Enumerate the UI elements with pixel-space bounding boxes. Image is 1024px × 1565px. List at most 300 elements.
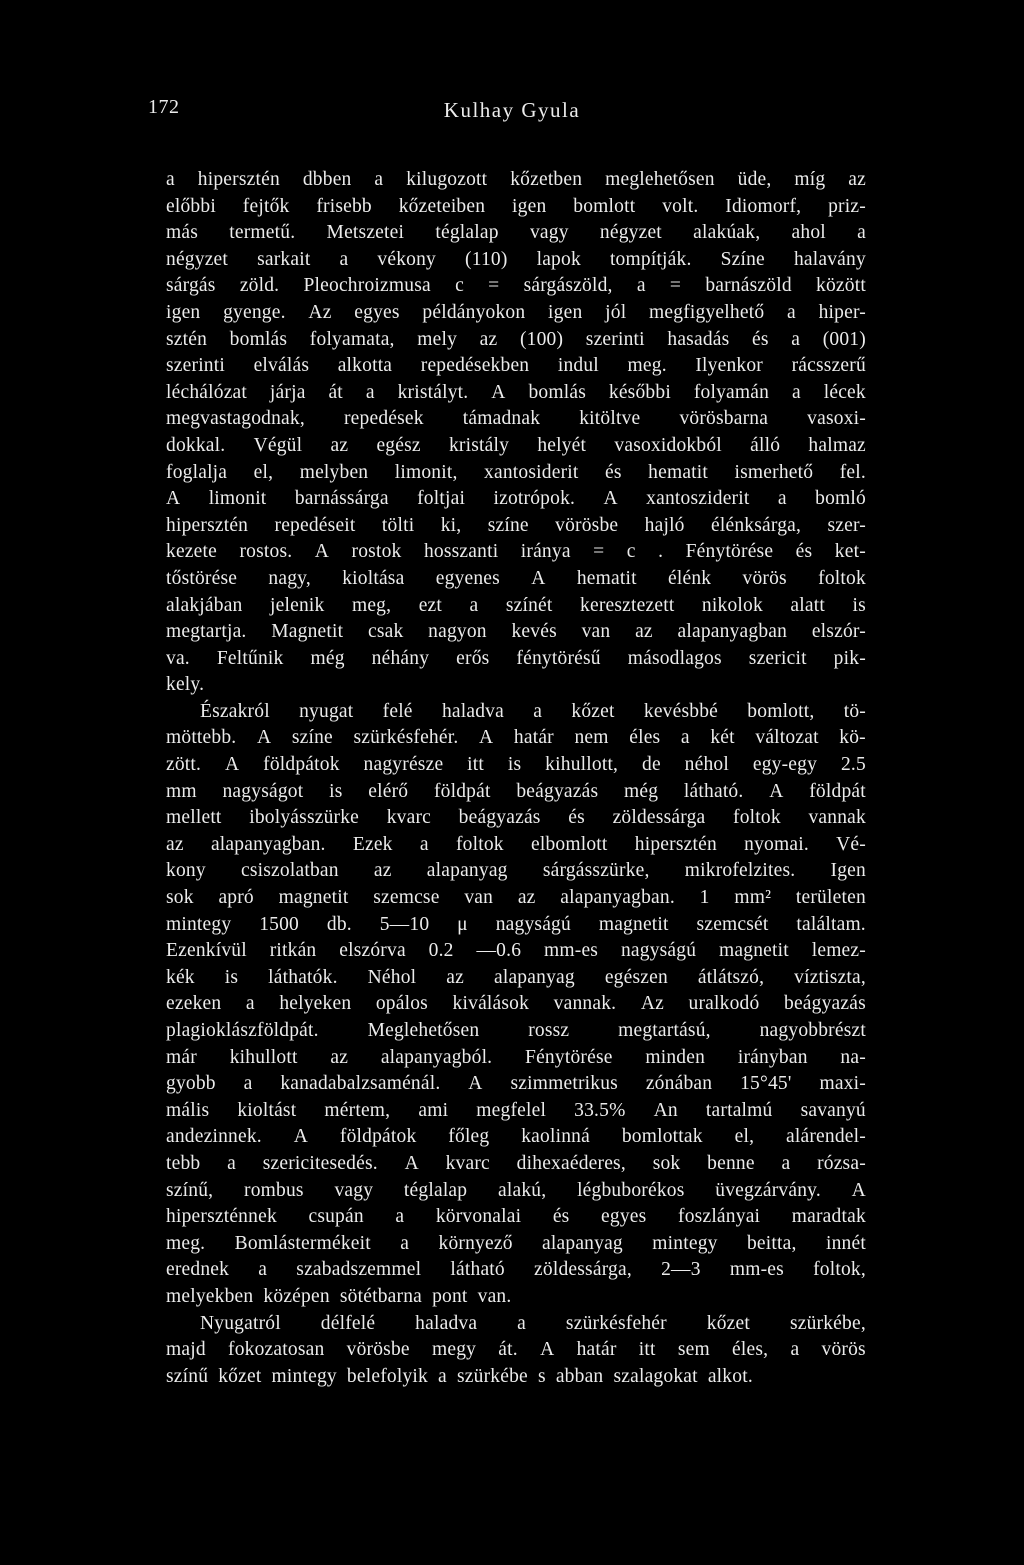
word: 1: [699, 887, 710, 909]
text-line: [166, 433, 866, 460]
word: előbbi: [166, 195, 216, 217]
word: rózsa-: [817, 1152, 866, 1174]
word: rossz: [528, 1020, 570, 1041]
word: nikolok: [701, 594, 763, 616]
word: kiválások: [452, 993, 530, 1015]
word: a: [777, 488, 787, 510]
word: fel.: [839, 461, 866, 483]
word: kristályt.: [397, 381, 469, 403]
word: kőzetben: [510, 169, 583, 190]
word: szemcse: [373, 887, 440, 909]
running-head: Kulhay Gyula: [443, 98, 581, 122]
word: földpát: [433, 780, 491, 802]
text-line: [166, 779, 866, 806]
word: repedésekben: [420, 355, 530, 377]
word: beágyazás: [458, 807, 541, 829]
word: sem: [677, 1339, 710, 1361]
word: Ezek: [352, 833, 393, 855]
word: alakjában: [166, 594, 243, 616]
word: a: [790, 1339, 800, 1361]
word: felé: [382, 700, 413, 722]
word: foglalja: [166, 461, 228, 483]
word: rostok: [351, 541, 402, 563]
word: megfelel: [476, 1099, 547, 1121]
word: zött.: [166, 754, 202, 776]
word: vörösbe: [555, 514, 619, 536]
word: zöldessárga: [612, 807, 706, 829]
word: az: [479, 328, 498, 350]
word: uralkodó: [688, 993, 760, 1015]
text-line: [166, 1257, 866, 1284]
word: kanadabalzsaménál.: [280, 1073, 441, 1095]
word: is: [224, 966, 239, 988]
word: Meglehetősen: [367, 1020, 480, 1041]
word: a: [517, 1312, 526, 1334]
word: =: [669, 275, 682, 297]
word: ki,: [440, 514, 462, 536]
word: földpát: [809, 780, 866, 802]
word: megtartású,: [618, 1020, 711, 1041]
word: alapanyagban: [677, 621, 788, 643]
word: Végül: [253, 434, 303, 456]
word: foltok: [818, 567, 866, 589]
word: földpátok: [339, 1126, 417, 1148]
word: rombus: [244, 1179, 304, 1201]
word: mális: [166, 1099, 210, 1121]
word: körvonalai: [435, 1206, 522, 1228]
word: néhány: [371, 647, 430, 669]
word: elszór-: [811, 621, 866, 643]
text-line: [166, 1178, 866, 1205]
word: légbuborékos: [577, 1179, 685, 1201]
word: beitta,: [746, 1232, 797, 1254]
word: A: [769, 780, 784, 802]
word: va.: [166, 647, 190, 669]
word: sarkait: [257, 248, 311, 270]
word: A: [166, 488, 181, 510]
word: A: [404, 1152, 419, 1174]
word: és: [605, 461, 622, 483]
word: de: [642, 754, 661, 776]
word: igen: [548, 301, 583, 323]
word: a: [680, 727, 690, 749]
word: Idiomorf,: [725, 195, 802, 217]
word: kezete: [166, 541, 217, 563]
word: látható.: [683, 780, 744, 802]
word: lemez-: [811, 940, 866, 962]
word: szericit: [748, 647, 807, 669]
word: —0.6: [476, 940, 522, 962]
text-line: [166, 220, 866, 247]
word: az: [446, 966, 464, 988]
text-line: [166, 1284, 866, 1311]
word: ket-: [834, 541, 866, 563]
word: szürkésfehér: [565, 1312, 667, 1334]
word: Nyugatról: [200, 1312, 281, 1334]
text-line-content: melyekben középen sötétbarna pont van.: [166, 1285, 512, 1307]
word: A: [603, 488, 618, 510]
word: szemcsét: [696, 913, 769, 935]
word: csupán: [308, 1206, 364, 1228]
word: a: [245, 993, 255, 1015]
word: másodlagos: [627, 647, 722, 669]
word: μ: [457, 913, 468, 935]
text-line: [166, 566, 866, 593]
word: rácsszerű: [791, 355, 866, 377]
text-line: [166, 273, 866, 300]
word: rostos.: [239, 541, 293, 563]
word: ismerhető: [734, 461, 814, 483]
word: vannak.: [553, 993, 617, 1015]
word: kőzet: [571, 700, 615, 722]
word: között: [816, 275, 866, 297]
word: bomlottak: [621, 1126, 703, 1148]
word: alapanyag: [542, 1232, 623, 1254]
word: négyzet: [599, 222, 662, 244]
word: mely: [417, 328, 458, 350]
word: zöld.: [239, 275, 280, 297]
text-line: [166, 513, 866, 540]
word: itt: [467, 754, 485, 776]
word: álló: [750, 434, 781, 456]
word: minden: [645, 1046, 706, 1068]
word: dokkal.: [166, 434, 226, 456]
word: vagy: [529, 222, 569, 244]
word: a: [243, 1073, 253, 1095]
word: hematit: [648, 461, 709, 483]
word: folyamata,: [309, 328, 395, 350]
word: (001): [822, 328, 866, 350]
word: (100): [519, 328, 564, 350]
word: magnetit: [719, 940, 789, 962]
word: A: [540, 1339, 555, 1361]
word: Az: [640, 993, 664, 1015]
word: Néhol: [367, 966, 417, 988]
word: az: [330, 434, 349, 456]
word: termetű.: [229, 222, 296, 244]
word: délfelé: [320, 1312, 376, 1334]
word: Az: [308, 301, 332, 323]
word: át.: [498, 1339, 518, 1361]
text-line: [166, 991, 866, 1018]
word: frisebb: [316, 195, 372, 217]
word: beágyazás: [516, 780, 599, 802]
word: nyomai.: [744, 833, 809, 855]
text-line: [166, 327, 866, 354]
word: hosszanti: [423, 541, 499, 563]
word: környező: [438, 1232, 513, 1254]
word: hipersztén: [634, 833, 717, 855]
word: a: [791, 328, 801, 350]
word: db.: [326, 913, 352, 935]
text-line: [166, 593, 866, 620]
word: éles: [629, 727, 661, 749]
word: és: [568, 807, 585, 829]
word: innét: [825, 1232, 866, 1254]
word: nagy,: [268, 567, 311, 589]
word: egész: [376, 434, 421, 456]
word: kevésbbé: [643, 700, 719, 722]
word: maxi-: [819, 1073, 866, 1095]
word: a: [787, 301, 796, 323]
word: egyes: [354, 301, 400, 323]
word: halavány: [793, 248, 866, 270]
word: folyamán: [693, 381, 770, 403]
text-line: [166, 539, 866, 566]
word: nagyságú: [495, 913, 571, 935]
word: indul: [557, 355, 599, 377]
word: még: [624, 780, 659, 802]
word: éles,: [732, 1339, 769, 1361]
word: repedéseit: [274, 514, 356, 536]
word: a: [166, 169, 175, 190]
word: volt.: [662, 195, 699, 217]
word: ezeken: [166, 993, 222, 1015]
word: xantosziderit: [646, 488, 750, 510]
word: bomlás: [229, 328, 288, 350]
word: hiperszténnek: [166, 1206, 277, 1228]
word: kvarc: [386, 807, 432, 829]
word: sárgásszürke,: [542, 860, 650, 882]
word: vasoxidokból: [614, 434, 722, 456]
word: pik-: [833, 647, 866, 669]
word: Északról: [200, 700, 270, 722]
word: a: [781, 1152, 791, 1174]
word: Igen: [830, 860, 866, 882]
word: mintegy: [166, 913, 232, 935]
word: fejtők: [242, 195, 290, 217]
word: lécek: [823, 381, 866, 403]
word: meg.: [166, 1232, 206, 1254]
word: a: [339, 248, 349, 270]
text-line: [166, 1204, 866, 1231]
text-line: [166, 406, 866, 433]
text-line: [166, 938, 866, 965]
word: vörösbarna: [679, 408, 769, 430]
word: az: [166, 833, 184, 855]
word: haladva: [441, 700, 504, 722]
word: halmaz: [808, 434, 866, 456]
word: na-: [840, 1046, 866, 1068]
word: Feltűnik: [216, 647, 284, 669]
text-line: [166, 167, 866, 194]
word: benne: [707, 1152, 755, 1174]
word: is: [507, 754, 522, 776]
word: melyben: [299, 461, 369, 483]
word: Ezenkívül: [166, 940, 247, 962]
word: szericitesedés.: [262, 1152, 378, 1174]
word: téglalap: [435, 222, 499, 244]
word: a: [419, 833, 429, 855]
word: .: [658, 541, 664, 563]
text-line: [166, 619, 866, 646]
word: szabadszemmel: [296, 1259, 422, 1281]
word: megvastagodnak,: [166, 408, 305, 430]
word: A: [293, 1126, 309, 1148]
word: bomlás: [528, 381, 586, 403]
text-line: [166, 1151, 866, 1178]
word: keresztezett: [580, 594, 675, 616]
text-line: [166, 380, 866, 407]
word: kony: [166, 860, 206, 882]
word: egyes: [601, 1206, 647, 1228]
text-line-content: kely.: [166, 674, 205, 696]
word: meg,: [351, 594, 392, 616]
word: elérő: [368, 780, 409, 802]
word: alatt: [790, 594, 825, 616]
word: át: [328, 381, 343, 403]
word: 2—3: [661, 1259, 701, 1281]
text-line: [166, 460, 866, 487]
word: ritkán: [269, 940, 317, 962]
word: járja: [269, 381, 306, 403]
word: fokozatosan: [228, 1339, 325, 1361]
text-line: [166, 885, 866, 912]
word: csiszolatban: [241, 860, 339, 882]
word: kihullott: [229, 1046, 298, 1068]
word: el,: [734, 1126, 755, 1148]
word: xantosiderit: [484, 461, 579, 483]
word: a: [227, 1152, 236, 1174]
word: tö-: [843, 700, 866, 722]
word: opálos: [375, 993, 428, 1015]
word: hiper-: [818, 301, 866, 323]
text-line: [166, 1018, 866, 1045]
word: itt: [638, 1339, 656, 1361]
word: (110): [465, 248, 508, 270]
text-line: [166, 725, 866, 752]
word: A: [851, 1179, 866, 1201]
word: jól: [605, 301, 627, 323]
word: A: [314, 541, 330, 563]
word: a: [469, 594, 479, 616]
word: mm-es: [544, 940, 599, 962]
word: színe: [487, 514, 529, 536]
word: Metszetei: [326, 222, 405, 244]
word: Színe: [720, 248, 765, 270]
word: támadnak: [462, 408, 541, 430]
word: mm²: [734, 887, 772, 909]
word: szürkébe,: [789, 1312, 866, 1334]
word: vékony: [377, 248, 436, 270]
word: kioltása: [342, 567, 405, 589]
word: tompítják.: [609, 248, 692, 270]
word: c: [626, 541, 636, 563]
word: példányokon: [422, 301, 526, 323]
word: 5—10: [379, 913, 430, 935]
word: vagy: [334, 1179, 374, 1201]
text-line: [166, 1364, 866, 1391]
page-number: 172: [148, 96, 180, 118]
word: elszórva: [339, 940, 406, 962]
word: szerinti: [166, 355, 225, 377]
word: mellett: [166, 807, 222, 829]
word: kevés: [511, 621, 557, 643]
word: bomló: [815, 488, 866, 510]
text-line: [166, 1231, 866, 1258]
word: ibolyásszürke: [249, 807, 360, 829]
word: csak: [367, 621, 404, 643]
word: egyenes: [435, 567, 500, 589]
word: 2.5: [840, 754, 866, 776]
word: kék: [166, 966, 195, 988]
word: elválás: [253, 355, 310, 377]
word: élénk: [668, 567, 712, 589]
word: bomlott: [573, 195, 636, 217]
word: foszlányai: [678, 1206, 761, 1228]
word: van: [464, 887, 494, 909]
word: későbbi: [608, 381, 671, 403]
word: limonit,: [394, 461, 458, 483]
word: tartalmú: [705, 1099, 773, 1121]
text-line: [166, 1045, 866, 1072]
word: elbomlott: [530, 833, 608, 855]
word: helyét: [537, 434, 587, 456]
word: iránya: [520, 541, 571, 563]
word: dbben: [302, 169, 352, 190]
word: egy-egy: [752, 754, 818, 776]
word: hajló: [644, 514, 685, 536]
word: c: [455, 275, 464, 297]
word: 0.2: [428, 940, 454, 962]
word: határ: [513, 727, 554, 749]
text-line: [166, 1311, 866, 1338]
text-line: [166, 300, 866, 327]
word: foltok: [455, 833, 504, 855]
word: hematit: [576, 567, 637, 589]
word: változat: [755, 727, 819, 749]
word: kaolinná: [521, 1126, 590, 1148]
word: alapanyagban.: [560, 887, 675, 909]
word: a: [258, 1259, 268, 1281]
word: nagyságot: [222, 780, 304, 802]
word: van: [581, 621, 611, 643]
word: megfigyelhető: [649, 301, 765, 323]
word: apró: [218, 887, 254, 909]
word: zónában: [645, 1073, 713, 1095]
text-line: [166, 965, 866, 992]
text-line: [166, 699, 866, 726]
word: láthatók.: [268, 966, 338, 988]
word: a: [374, 169, 384, 190]
word: alapanyagban.: [210, 833, 326, 855]
word: színe: [291, 727, 333, 749]
text-line: [166, 1337, 866, 1364]
word: kristály: [448, 434, 510, 456]
word: víztiszta,: [794, 966, 866, 988]
word: az: [848, 169, 866, 190]
word: és: [552, 1206, 570, 1228]
word: gyobb: [166, 1073, 216, 1095]
word: üvegzárvány.: [715, 1179, 821, 1201]
word: négyzet: [166, 248, 229, 270]
word: dihexaéderes,: [516, 1152, 626, 1174]
text-line: [166, 672, 866, 699]
word: Vé-: [836, 833, 866, 855]
word: =: [593, 541, 605, 563]
word: megtartja.: [166, 621, 247, 643]
text-line: [166, 1098, 866, 1125]
word: gyenge.: [223, 301, 286, 323]
word: vannak: [808, 807, 866, 829]
word: mm: [166, 780, 197, 802]
word: savanyú: [800, 1099, 866, 1121]
word: 33.5%: [574, 1099, 626, 1121]
text-line: [166, 1124, 866, 1151]
word: nyugat: [299, 700, 354, 722]
word: míg: [794, 169, 826, 190]
word: alapanyag: [426, 860, 508, 882]
